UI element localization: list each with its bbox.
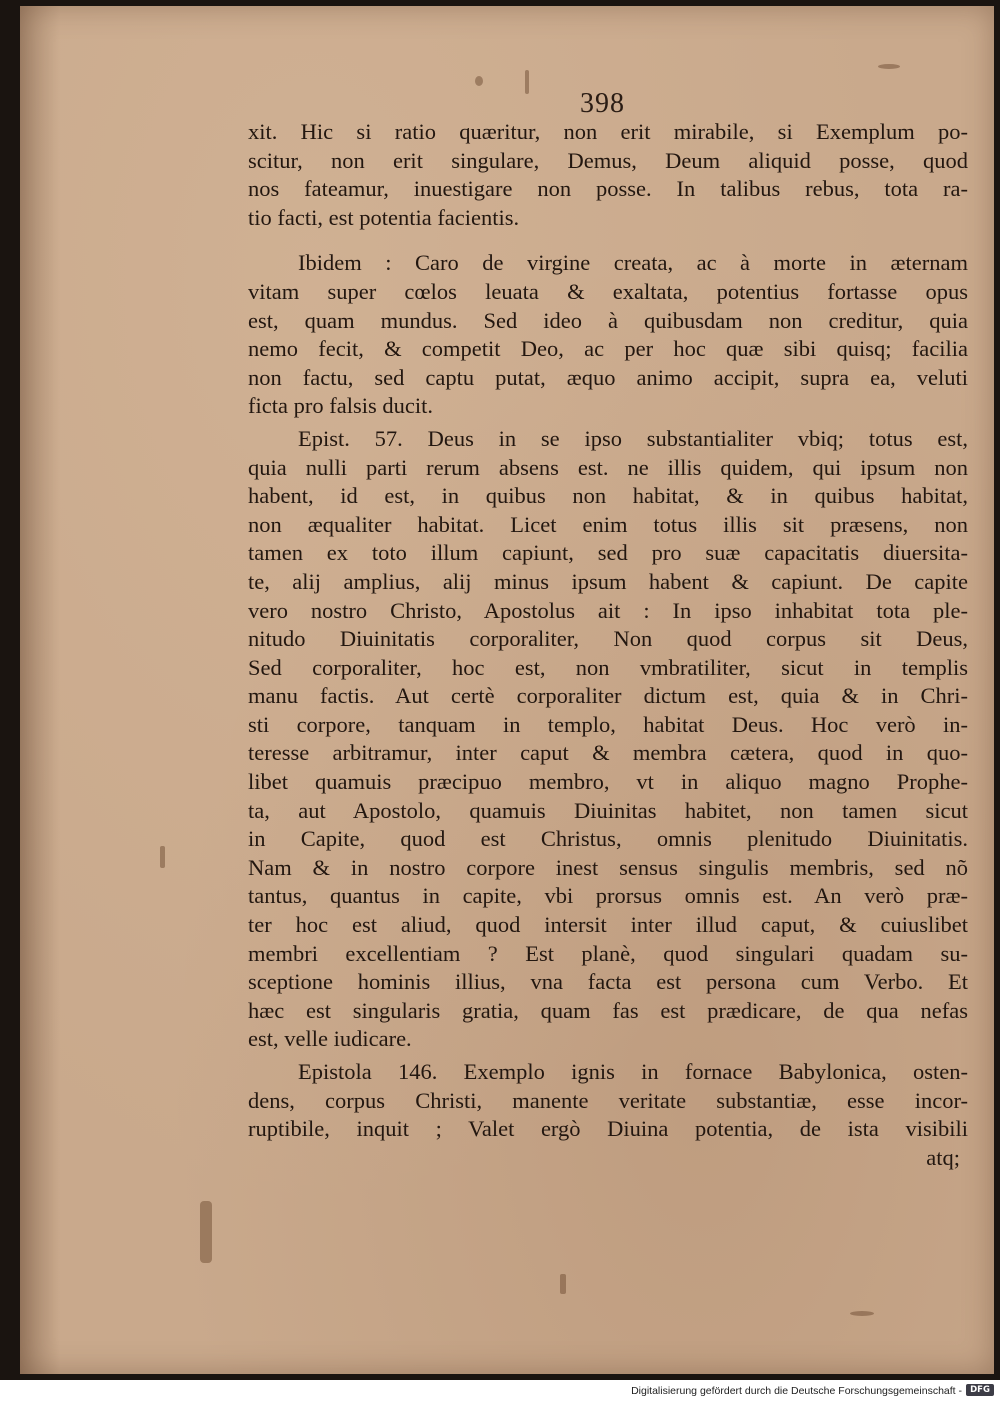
text-line: Epist. 57. Deus in se ipso substantialiter vbiq; totus est, (298, 425, 968, 451)
paper-stain (525, 70, 529, 94)
footer-credit: Digitalisierung gefördert durch die Deutsche Forschungsgemeinschaft - (631, 1385, 962, 1397)
text-line: nos fateamur, inuestigare non posse. In talibus rebus, tota ra- (248, 176, 968, 202)
text-line: est, velle iudicare. (248, 1026, 412, 1052)
text-line: tamen ex toto illum capiunt, sed pro suæ capacitatis diuersita- (248, 540, 968, 566)
text-line: scitur, non erit singulare, Demus, Deum aliquid posse, quod (248, 147, 968, 173)
text-line: quia nulli parti rerum absens est. ne illis quidem, qui ipsum non (248, 454, 968, 480)
text-line: nemo fecit, & competit Deo, ac per hoc quæ sibi quisq; facilia (248, 336, 968, 362)
text-line: in Capite, quod est Christus, omnis plenitudo Diuinitatis. (248, 826, 968, 852)
paper-stain (560, 1274, 566, 1294)
text-line: Ibidem : Caro de virgine creata, ac à morte in æternam (298, 250, 968, 276)
text-line: non æqualiter habitat. Licet enim totus illis sit præsens, non (248, 511, 968, 537)
paper-stain (850, 1311, 874, 1316)
text-line: tio facti, est potentia facientis. (248, 204, 520, 230)
text-line: membri excellentiam ? Est planè, quod singulari quadam su- (248, 940, 968, 966)
text-line: Sed corporaliter, hoc est, non vmbratiliter, sicut in templis (248, 654, 968, 680)
text-line: nitudo Diuinitatis corporaliter, Non quod corpus sit Deus, (248, 626, 968, 652)
text-line: ruptibile, inquit ; Valet ergò Diuina potentia, de ista visibili (248, 1116, 968, 1142)
text-line: ta, aut Apostolo, quamuis Diuinitas habitet, non tamen sicut (248, 797, 968, 823)
text-line: ter hoc est aliud, quod intersit inter illud caput, & cuiuslibet (248, 912, 968, 938)
text-line: te, alij amplius, alij minus ipsum habent & capiunt. De capite (248, 568, 968, 594)
text-line: est, quam mundus. Sed ideo à quibusdam non creditur, quia (248, 307, 968, 333)
text-line: habent, id est, in quibus non habitat, & in quibus habitat, (248, 483, 968, 509)
text-line: ficta pro falsis ducit. (248, 393, 433, 419)
text-line: hæc est singularis gratia, quam fas est prædicare, de qua nefas (248, 997, 968, 1023)
paragraph-4 (248, 1058, 968, 1144)
text-line: manu factis. Aut certè corporaliter dictum est, quia & in Chri- (248, 683, 968, 709)
paper-stain (878, 64, 900, 69)
paper-stain (475, 76, 483, 86)
digitization-footer (0, 1380, 1000, 1401)
text-line: sti corpore, tanquam in templo, habitat Deus. Hoc verò in- (248, 711, 968, 737)
paper-stain (160, 846, 165, 868)
paragraph-3 (248, 425, 968, 1054)
text-line: Epistola 146. Exemplo ignis in fornace Babylonica, osten- (298, 1059, 968, 1084)
text-line: vitam super cœlos leuata & exaltata, potentius fortasse opus (248, 278, 968, 304)
paragraph-1 (248, 118, 968, 232)
text-line: Nam & in nostro corpore inest sensus singulis membris, sed nõ (248, 854, 968, 880)
text-line: teresse arbitramur, inter caput & membra cætera, quod in quo- (248, 740, 968, 766)
text-line: tantus, quantus in capite, vbi prorsus omnis est. An verò præ- (248, 883, 968, 909)
catchword: atq; (926, 1144, 960, 1170)
text-line: libet quamuis præcipuo membro, vt in aliquo magno Prophe- (248, 769, 968, 795)
text-line: dens, corpus Christi, manente veritate substantiæ, esse incor- (248, 1087, 968, 1113)
text-line: non factu, sed captu putat, æquo animo accipit, supra ea, veluti (248, 364, 968, 390)
text-line: vero nostro Christo, Apostolus ait : In ipso inhabitat tota ple- (248, 597, 968, 623)
paper-stain (200, 1201, 212, 1263)
paragraph-2 (248, 249, 968, 421)
page-text (248, 118, 968, 1172)
page-number: 398 (580, 88, 625, 119)
dfg-logo: DFG (966, 1384, 994, 1396)
text-line: xit. Hic si ratio quæritur, non erit mirabile, si Exemplum po- (248, 119, 968, 144)
text-line: sceptione hominis illius, vna facta est persona cum Verbo. Et (248, 969, 968, 995)
